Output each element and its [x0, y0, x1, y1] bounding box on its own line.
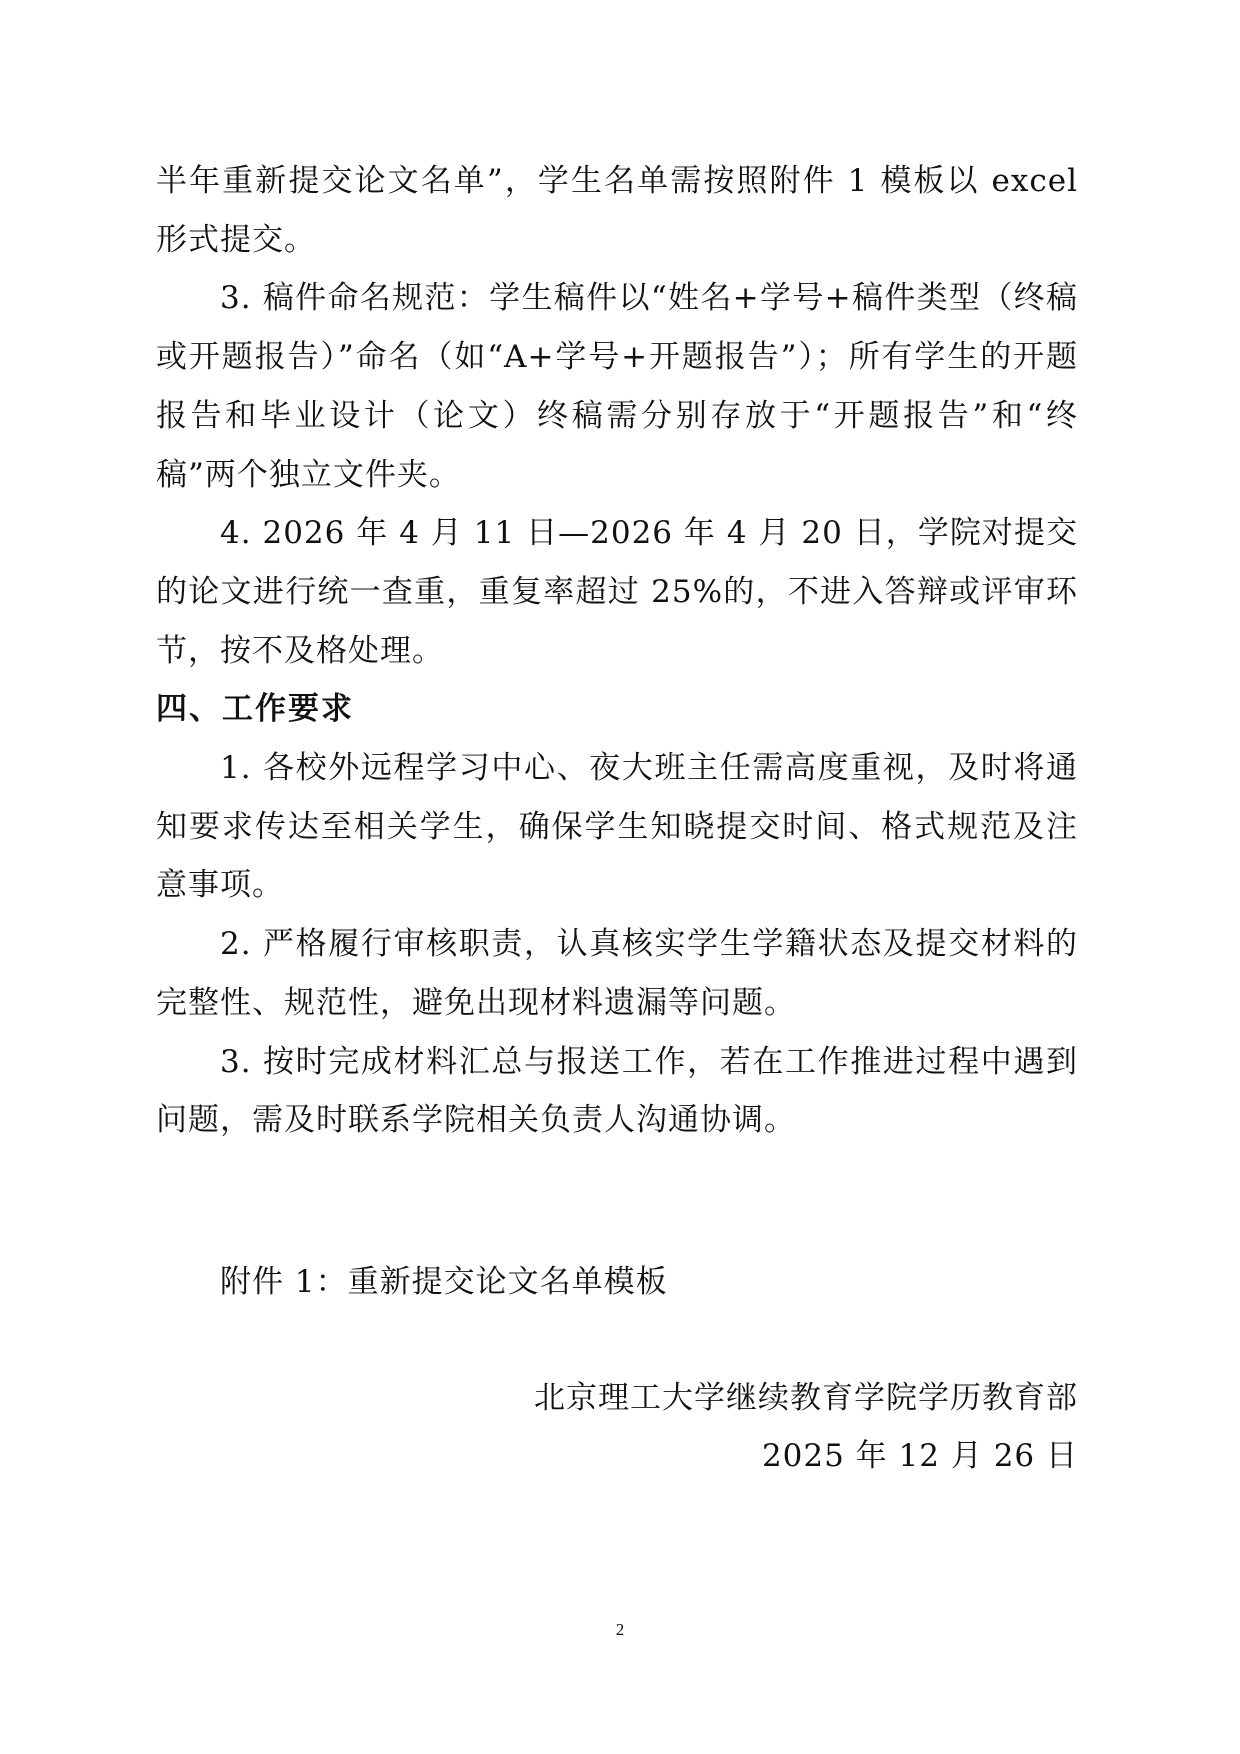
attachment-line: 附件 1：重新提交论文名单模板 [220, 1264, 668, 1300]
issue-date: 2025 年 12 月 26 日 [761, 1438, 1078, 1474]
paragraph-naming-rules: 3. 稿件命名规范：学生稿件以“姓名+学号+稿件类型（终稿或开题报告）”命名（如“A+学号+开题报告”）；所有学生的开题报告和毕业设计（论文）终稿需分别存放于“开题报告”和“终稿”两个独立文件夹。 [156, 280, 1078, 493]
section-heading-work-requirements: 四、工作要求 [156, 691, 354, 728]
paragraph-continuation: 半年重新提交论文名单”，学生名单需按照附件 1 模板以 excel 形式提交。 [156, 163, 1078, 258]
signature-block [534, 1369, 1078, 1485]
issuing-department: 北京理工大学继续教育学院学历教育部 [534, 1380, 1078, 1416]
requirement-item: 3. 按时完成材料汇总与报送工作，若在工作推进过程中遇到问题，需及时联系学院相关负责人沟通协调。 [156, 1043, 1078, 1139]
document-body [156, 152, 1078, 1150]
requirement-item: 2. 严格履行审核职责，认真核实学生学籍状态及提交材料的完整性、规范性，避免出现材料遗漏等问题。 [156, 926, 1078, 1021]
paragraph-plagiarism-check: 4. 2026 年 4 月 11 日—2026 年 4 月 20 日，学院对提交的论文进行统一查重，重复率超过 25%的，不进入答辩或评审环节，按不及格处理。 [156, 515, 1078, 669]
page-number: 2 [615, 1620, 625, 1639]
requirement-item: 1. 各校外远程学习中心、夜大班主任需高度重视，及时将通知要求传达至相关学生，确保学生知晓提交时间、格式规范及注意事项。 [156, 750, 1078, 904]
